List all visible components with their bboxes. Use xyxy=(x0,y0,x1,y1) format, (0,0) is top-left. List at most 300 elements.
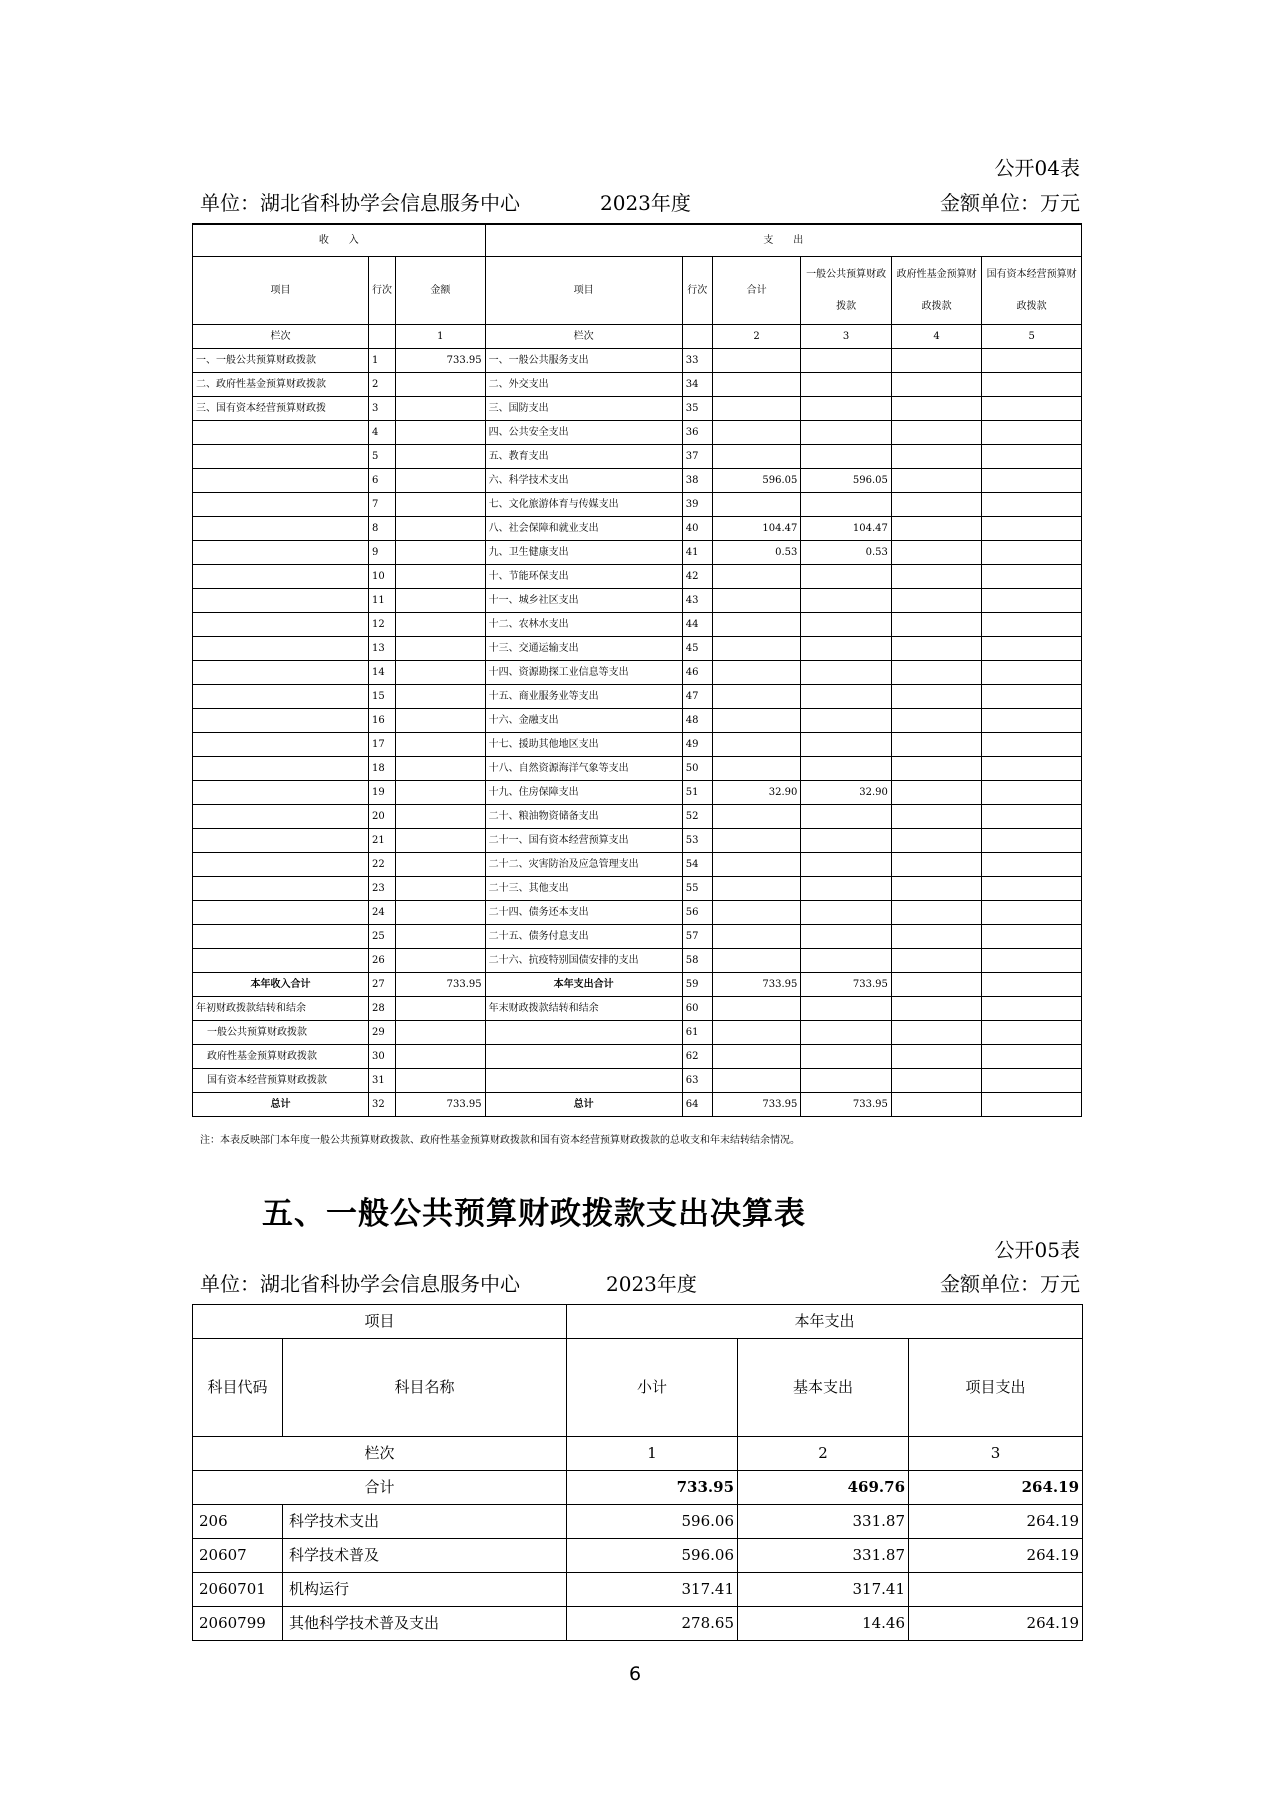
income-row-no: 19 xyxy=(368,781,395,805)
expense-state-capital xyxy=(982,733,1082,757)
income-item xyxy=(193,829,369,853)
expense-general: 733.95 xyxy=(801,973,892,997)
expense-gov-fund xyxy=(891,541,982,565)
expense-total: 596.05 xyxy=(712,469,800,493)
expense-row-no: 54 xyxy=(682,853,712,877)
expense-row-no: 41 xyxy=(682,541,712,565)
expense-total: 104.47 xyxy=(712,517,800,541)
expense-gov-fund xyxy=(891,397,982,421)
income-row-no: 18 xyxy=(368,757,395,781)
expense-total xyxy=(712,685,800,709)
col-num-1: 1 xyxy=(567,1437,738,1471)
expense-row-no: 37 xyxy=(682,445,712,469)
expense-general xyxy=(801,613,892,637)
income-row-no: 30 xyxy=(368,1045,395,1069)
page-number: 6 xyxy=(629,1663,642,1685)
expense-item: 十六、金融支出 xyxy=(485,709,682,733)
income-item: 年初财政拨款结转和结余 xyxy=(193,997,369,1021)
expense-gov-fund xyxy=(891,877,982,901)
expense-state-capital xyxy=(982,997,1082,1021)
expense-state-capital xyxy=(982,397,1082,421)
expense-general xyxy=(801,925,892,949)
expense-row-no: 62 xyxy=(682,1045,712,1069)
expense-gov-fund xyxy=(891,757,982,781)
expense-general xyxy=(801,757,892,781)
expense-state-capital xyxy=(982,757,1082,781)
expense-general: 32.90 xyxy=(801,781,892,805)
expense-general xyxy=(801,397,892,421)
project-cell: 264.19 xyxy=(909,1607,1083,1641)
expense-total xyxy=(712,877,800,901)
income-amount xyxy=(396,733,486,757)
expense-total xyxy=(712,421,800,445)
expense-total xyxy=(712,661,800,685)
income-amount xyxy=(396,469,486,493)
income-amount xyxy=(396,829,486,853)
expense-gov-fund xyxy=(891,685,982,709)
expense-gov-fund xyxy=(891,565,982,589)
expense-state-capital xyxy=(982,421,1082,445)
expense-item: 二十、粮油物资储备支出 xyxy=(485,805,682,829)
code-cell: 2060701 xyxy=(193,1573,283,1607)
expense-total xyxy=(712,1069,800,1093)
income-row-no: 5 xyxy=(368,445,395,469)
expense-total xyxy=(712,613,800,637)
expense-item: 二十五、债务付息支出 xyxy=(485,925,682,949)
expense-general xyxy=(801,661,892,685)
table5-year: 2023年度 xyxy=(606,1272,697,1296)
expense-general: 104.47 xyxy=(801,517,892,541)
income-row-no: 13 xyxy=(368,637,395,661)
table-row xyxy=(193,661,1082,685)
income-row-no: 3 xyxy=(368,397,395,421)
expense-item: 十三、交通运输支出 xyxy=(485,637,682,661)
expense-state-capital xyxy=(982,349,1082,373)
total-label: 合计 xyxy=(193,1471,567,1505)
expense-item: 二十六、抗疫特别国债安排的支出 xyxy=(485,949,682,973)
income-row-no: 25 xyxy=(368,925,395,949)
subtotal-cell: 596.06 xyxy=(567,1505,738,1539)
state-capital-header: 国有资本经营预算财政拨款 xyxy=(982,257,1082,325)
income-item: 总计 xyxy=(193,1093,369,1117)
expense-total xyxy=(712,397,800,421)
income-item: 本年收入合计 xyxy=(193,973,369,997)
basic-header: 基本支出 xyxy=(738,1339,909,1437)
total-row xyxy=(193,1471,1083,1505)
income-item: 一、一般公共预算财政拨款 xyxy=(193,349,369,373)
basic-cell: 331.87 xyxy=(738,1505,909,1539)
expense-general xyxy=(801,685,892,709)
income-row-no: 31 xyxy=(368,1069,395,1093)
expense-total: 733.95 xyxy=(712,973,800,997)
income-row-no: 24 xyxy=(368,901,395,925)
expense-row-no: 43 xyxy=(682,589,712,613)
income-amount: 733.95 xyxy=(396,349,486,373)
table-row xyxy=(193,1069,1082,1093)
table-row xyxy=(193,877,1082,901)
table-row xyxy=(193,469,1082,493)
income-row-no: 8 xyxy=(368,517,395,541)
table-row xyxy=(193,685,1082,709)
col-label: 栏次 xyxy=(193,1437,567,1471)
expense-gov-fund xyxy=(891,1069,982,1093)
income-amount: 733.95 xyxy=(396,973,486,997)
expense-total-header: 合计 xyxy=(712,257,800,325)
expense-general xyxy=(801,829,892,853)
income-amount xyxy=(396,949,486,973)
expense-general xyxy=(801,805,892,829)
expense-total: 0.53 xyxy=(712,541,800,565)
table-row xyxy=(193,397,1082,421)
expense-item xyxy=(485,1045,682,1069)
project-cell: 264.19 xyxy=(909,1539,1083,1573)
col-num-4: 4 xyxy=(891,325,982,349)
table4-note: 注：本表反映部门本年度一般公共预算财政拨款、政府性基金预算财政拨款和国有资本经营预算财政拨款的总收支和年末结转结余情况。 xyxy=(200,1135,800,1146)
expense-general xyxy=(801,445,892,469)
expense-row-no: 45 xyxy=(682,637,712,661)
expense-row-no: 56 xyxy=(682,901,712,925)
expense-state-capital xyxy=(982,925,1082,949)
col-num-3: 3 xyxy=(801,325,892,349)
expense-total xyxy=(712,589,800,613)
basic-cell: 317.41 xyxy=(738,1573,909,1607)
income-item xyxy=(193,781,369,805)
income-item xyxy=(193,685,369,709)
table-row xyxy=(193,637,1082,661)
project-cell: 264.19 xyxy=(909,1505,1083,1539)
expense-general xyxy=(801,637,892,661)
income-amount xyxy=(396,445,486,469)
table4-money-unit: 金额单位：万元 xyxy=(940,191,1080,215)
income-amount xyxy=(396,421,486,445)
gov-fund-header: 政府性基金预算财政拨款 xyxy=(891,257,982,325)
income-row-no: 10 xyxy=(368,565,395,589)
income-row-no: 14 xyxy=(368,661,395,685)
expense-general xyxy=(801,997,892,1021)
table-row xyxy=(193,1021,1082,1045)
expense-row-no: 35 xyxy=(682,397,712,421)
table-row xyxy=(193,1045,1082,1069)
code-cell: 206 xyxy=(193,1505,283,1539)
income-amount xyxy=(396,877,486,901)
table-row xyxy=(193,1539,1083,1573)
expense-total xyxy=(712,997,800,1021)
expense-row-no: 42 xyxy=(682,565,712,589)
income-row-no: 26 xyxy=(368,949,395,973)
table-row xyxy=(193,829,1082,853)
col-num-2: 2 xyxy=(738,1437,909,1471)
expense-gov-fund xyxy=(891,517,982,541)
expense-row-no: 49 xyxy=(682,733,712,757)
expense-gov-fund xyxy=(891,469,982,493)
expense-item: 年末财政拨款结转和结余 xyxy=(485,997,682,1021)
table5-unit: 单位：湖北省科协学会信息服务中心 xyxy=(200,1272,520,1296)
project-cell xyxy=(909,1573,1083,1607)
expense-state-capital xyxy=(982,373,1082,397)
total-basic: 469.76 xyxy=(738,1471,909,1505)
table5-title: 五、一般公共预算财政拨款支出决算表 xyxy=(262,1196,806,1232)
income-amount xyxy=(396,373,486,397)
income-amount xyxy=(396,661,486,685)
table-row xyxy=(193,901,1082,925)
expense-gov-fund xyxy=(891,853,982,877)
total-project: 264.19 xyxy=(909,1471,1083,1505)
income-item-header: 项目 xyxy=(193,257,369,325)
expense-item: 十五、商业服务业等支出 xyxy=(485,685,682,709)
table4-year: 2023年度 xyxy=(600,191,691,215)
expense-total xyxy=(712,1045,800,1069)
income-item xyxy=(193,901,369,925)
income-row-no: 9 xyxy=(368,541,395,565)
expense-total xyxy=(712,493,800,517)
income-item: 一般公共预算财政拨款 xyxy=(193,1021,369,1045)
expense-general xyxy=(801,877,892,901)
expense-item xyxy=(485,1069,682,1093)
expense-total xyxy=(712,709,800,733)
expense-item: 总计 xyxy=(485,1093,682,1117)
expense-total xyxy=(712,373,800,397)
expense-general: 733.95 xyxy=(801,1093,892,1117)
income-item xyxy=(193,949,369,973)
table-row xyxy=(193,1505,1083,1539)
expense-gov-fund xyxy=(891,421,982,445)
expense-total: 733.95 xyxy=(712,1093,800,1117)
income-item xyxy=(193,517,369,541)
income-item xyxy=(193,421,369,445)
expense-total xyxy=(712,805,800,829)
expense-general xyxy=(801,1045,892,1069)
table-row xyxy=(193,757,1082,781)
table-row xyxy=(193,445,1082,469)
table-row xyxy=(193,1607,1083,1641)
expense-state-capital xyxy=(982,637,1082,661)
expense-general xyxy=(801,853,892,877)
table4-label: 公开04表 xyxy=(994,156,1080,180)
table-row xyxy=(193,589,1082,613)
income-item: 二、政府性基金预算财政拨款 xyxy=(193,373,369,397)
expense-gov-fund xyxy=(891,1093,982,1117)
expense-gov-fund xyxy=(891,589,982,613)
expense-gov-fund xyxy=(891,925,982,949)
income-amount xyxy=(396,901,486,925)
expense-gov-fund xyxy=(891,901,982,925)
expense-general xyxy=(801,421,892,445)
expense-state-capital xyxy=(982,685,1082,709)
subtotal-header: 小计 xyxy=(567,1339,738,1437)
expense-state-capital xyxy=(982,613,1082,637)
expense-general xyxy=(801,709,892,733)
expense-row-no-header: 行次 xyxy=(682,257,712,325)
col-num-3: 3 xyxy=(909,1437,1083,1471)
income-item xyxy=(193,877,369,901)
income-row-no: 4 xyxy=(368,421,395,445)
expense-row-no: 40 xyxy=(682,517,712,541)
expense-total xyxy=(712,853,800,877)
name-cell: 科学技术普及 xyxy=(283,1539,567,1573)
income-row-no: 2 xyxy=(368,373,395,397)
table-row xyxy=(193,997,1082,1021)
table-row xyxy=(193,973,1082,997)
income-row-no: 12 xyxy=(368,613,395,637)
expense-total xyxy=(712,349,800,373)
expense-item: 五、教育支出 xyxy=(485,445,682,469)
table-row xyxy=(193,493,1082,517)
expense-general xyxy=(801,589,892,613)
expense-gov-fund xyxy=(891,1045,982,1069)
expense-general xyxy=(801,733,892,757)
expense-item: 十七、援助其他地区支出 xyxy=(485,733,682,757)
income-amount xyxy=(396,565,486,589)
income-item xyxy=(193,925,369,949)
income-amount xyxy=(396,637,486,661)
expense-item: 二十四、债务还本支出 xyxy=(485,901,682,925)
expense-state-capital xyxy=(982,709,1082,733)
expense-state-capital xyxy=(982,565,1082,589)
expense-item: 六、科学技术支出 xyxy=(485,469,682,493)
table-row xyxy=(193,805,1082,829)
income-row-no: 17 xyxy=(368,733,395,757)
income-item xyxy=(193,757,369,781)
expense-gov-fund xyxy=(891,1021,982,1045)
income-item xyxy=(193,469,369,493)
expense-row-no: 48 xyxy=(682,709,712,733)
expense-total xyxy=(712,445,800,469)
income-row-no: 32 xyxy=(368,1093,395,1117)
income-row-no: 16 xyxy=(368,709,395,733)
income-item xyxy=(193,733,369,757)
income-item xyxy=(193,709,369,733)
income-item xyxy=(193,589,369,613)
expense-state-capital xyxy=(982,1093,1082,1117)
expense-row-no: 36 xyxy=(682,421,712,445)
expense-total xyxy=(712,733,800,757)
income-amount xyxy=(396,589,486,613)
expense-gov-fund xyxy=(891,949,982,973)
income-amount xyxy=(396,757,486,781)
name-cell: 机构运行 xyxy=(283,1573,567,1607)
expense-general xyxy=(801,565,892,589)
expense-item: 四、公共安全支出 xyxy=(485,421,682,445)
table-row xyxy=(193,853,1082,877)
col-num-2: 2 xyxy=(712,325,800,349)
income-row-no: 15 xyxy=(368,685,395,709)
income-item xyxy=(193,541,369,565)
expense-row-no: 34 xyxy=(682,373,712,397)
expense-total xyxy=(712,757,800,781)
income-amount xyxy=(396,493,486,517)
expense-item xyxy=(485,1021,682,1045)
expense-state-capital xyxy=(982,541,1082,565)
expense-general xyxy=(801,949,892,973)
expense-state-capital xyxy=(982,781,1082,805)
expense-general xyxy=(801,1069,892,1093)
income-amount-header: 金额 xyxy=(396,257,486,325)
expense-row-no: 55 xyxy=(682,877,712,901)
expense-row-no: 60 xyxy=(682,997,712,1021)
code-cell: 2060799 xyxy=(193,1607,283,1641)
expense-state-capital xyxy=(982,901,1082,925)
income-row-no: 1 xyxy=(368,349,395,373)
expense-general xyxy=(801,349,892,373)
table-row xyxy=(193,613,1082,637)
expense-row-no: 51 xyxy=(682,781,712,805)
expense-item: 二十一、国有资本经营预算支出 xyxy=(485,829,682,853)
income-header: 收 入 xyxy=(193,224,486,257)
table-row xyxy=(193,949,1082,973)
code-cell: 20607 xyxy=(193,1539,283,1573)
income-amount xyxy=(396,613,486,637)
expense-item: 十四、资源勘探工业信息等支出 xyxy=(485,661,682,685)
expense-item: 十八、自然资源海洋气象等支出 xyxy=(485,757,682,781)
expense-item-header: 项目 xyxy=(485,257,682,325)
income-row-no: 7 xyxy=(368,493,395,517)
subtotal-cell: 278.65 xyxy=(567,1607,738,1641)
income-item xyxy=(193,661,369,685)
general-budget-header: 一般公共预算财政拨款 xyxy=(801,257,892,325)
income-row-no: 22 xyxy=(368,853,395,877)
expense-item: 本年支出合计 xyxy=(485,973,682,997)
expense-total xyxy=(712,949,800,973)
expense-item: 三、国防支出 xyxy=(485,397,682,421)
expense-row-no: 64 xyxy=(682,1093,712,1117)
income-amount xyxy=(396,853,486,877)
expense-row-no: 38 xyxy=(682,469,712,493)
table4-unit: 单位：湖北省科协学会信息服务中心 xyxy=(200,191,520,215)
expense-total xyxy=(712,925,800,949)
expense-general xyxy=(801,901,892,925)
expense-state-capital xyxy=(982,661,1082,685)
expense-item: 十二、农林水支出 xyxy=(485,613,682,637)
expense-item: 七、文化旅游体育与传媒支出 xyxy=(485,493,682,517)
expense-gov-fund xyxy=(891,349,982,373)
expense-item: 九、卫生健康支出 xyxy=(485,541,682,565)
income-row-no: 27 xyxy=(368,973,395,997)
table-row xyxy=(193,373,1082,397)
general-budget-expense-table xyxy=(192,1304,1083,1641)
expense-row-no: 59 xyxy=(682,973,712,997)
expense-gov-fund xyxy=(891,997,982,1021)
col-num-1: 1 xyxy=(396,325,486,349)
expense-row-no: 39 xyxy=(682,493,712,517)
expense-state-capital xyxy=(982,1045,1082,1069)
total-subtotal: 733.95 xyxy=(567,1471,738,1505)
expense-state-capital xyxy=(982,829,1082,853)
expense-state-capital xyxy=(982,469,1082,493)
expense-state-capital xyxy=(982,493,1082,517)
income-row-no: 11 xyxy=(368,589,395,613)
income-amount xyxy=(396,517,486,541)
income-amount xyxy=(396,685,486,709)
table-row xyxy=(193,541,1082,565)
income-amount xyxy=(396,709,486,733)
expense-row-no: 63 xyxy=(682,1069,712,1093)
subtotal-cell: 317.41 xyxy=(567,1573,738,1607)
income-amount xyxy=(396,805,486,829)
expense-general xyxy=(801,1021,892,1045)
expense-row-no: 57 xyxy=(682,925,712,949)
expense-state-capital xyxy=(982,517,1082,541)
code-header: 科目代码 xyxy=(193,1339,283,1437)
income-item xyxy=(193,493,369,517)
expense-gov-fund xyxy=(891,733,982,757)
income-item: 三、国有资本经营预算财政拨 xyxy=(193,397,369,421)
income-row-no: 21 xyxy=(368,829,395,853)
expense-item: 二十三、其他支出 xyxy=(485,877,682,901)
expense-header: 支 出 xyxy=(485,224,1081,257)
expense-state-capital xyxy=(982,805,1082,829)
income-item xyxy=(193,805,369,829)
expense-row-no: 61 xyxy=(682,1021,712,1045)
